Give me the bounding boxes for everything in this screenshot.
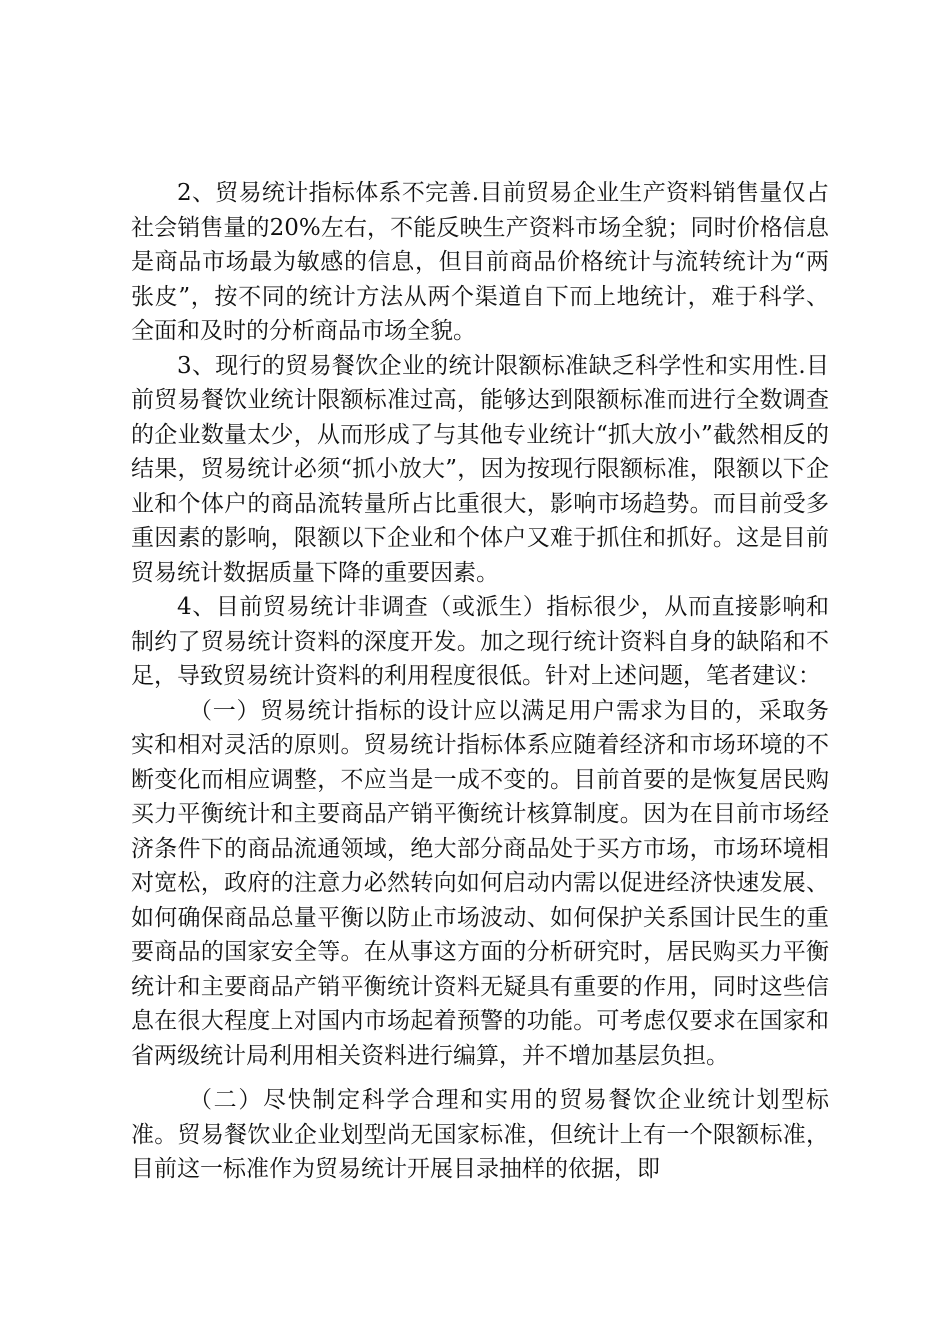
paragraph-item-2: 2、贸易统计指标体系不完善.目前贸易企业生产资料销售量仅占社会销售量的20%左右，不能反映生产资料市场全貌；同时价格信息是商品市场最为敏感的信息，但目前商品价格统计与流转统计为“两张皮”，按不同的统计方法从两个渠道自下而上地统计，难于科学、全面和及时的分析商品市场全貌。 bbox=[131, 180, 829, 344]
body-text-bottom bbox=[131, 1083, 829, 1187]
body-text-top bbox=[131, 176, 829, 1073]
paragraph-suggestion-2: （二）尽快制定科学合理和实用的贸易餐饮企业统计划型标准。贸易餐饮业企业划型尚无国家标准，但统计上有一个限额标准，目前这一标准作为贸易统计开展目录抽样的依据，即 bbox=[131, 1087, 829, 1182]
paragraph-item-3: 3、现行的贸易餐饮企业的统计限额标准缺乏科学性和实用性.目前贸易餐饮业统计限额标准过高，能够达到限额标准而进行全数调查的企业数量太少，从而形成了与其他专业统计“抓大放小”截然相反的结果，贸易统计必须“抓小放大”，因为按现行限额标准，限额以下企业和个体户的商品流转量所占比重很大，影响市场趋势。而目前受多重因素的影响，限额以下企业和个体户又难于抓住和抓好。这是目前贸易统计数据质量下降的重要因素。 bbox=[131, 352, 829, 586]
paragraph-suggestion-1: （一）贸易统计指标的设计应以满足用户需求为目的，采取务实和相对灵活的原则。贸易统计指标体系应随着经济和市场环境的不断变化而相应调整，不应当是一成不变的。目前首要的是恢复居民购买力平衡统计和主要商品产销平衡统计核算制度。因为在目前市场经济条件下的商品流通领域，绝大部分商品处于买方市场，市场环境相对宽松，政府的注意力必然转向如何启动内需以促进经济快速发展、如何确保商品总量平衡以防止市场波动、如何保护关系国计民生的重要商品的国家安全等。在从事这方面的分析研究时，居民购买力平衡统计和主要商品产销平衡统计资料无疑具有重要的作用，同时这些信息在很大程度上对国内市场起着预警的功能。可考虑仅要求在国家和省两级统计局利用相关资料进行编算，并不增加基层负担。 bbox=[131, 697, 829, 1069]
paragraph-item-4: 4、目前贸易统计非调查（或派生）指标很少，从而直接影响和制约了贸易统计资料的深度开发。加之现行统计资料自身的缺陷和不足，导致贸易统计资料的利用程度很低。针对上述问题，笔者建议： bbox=[131, 594, 829, 689]
